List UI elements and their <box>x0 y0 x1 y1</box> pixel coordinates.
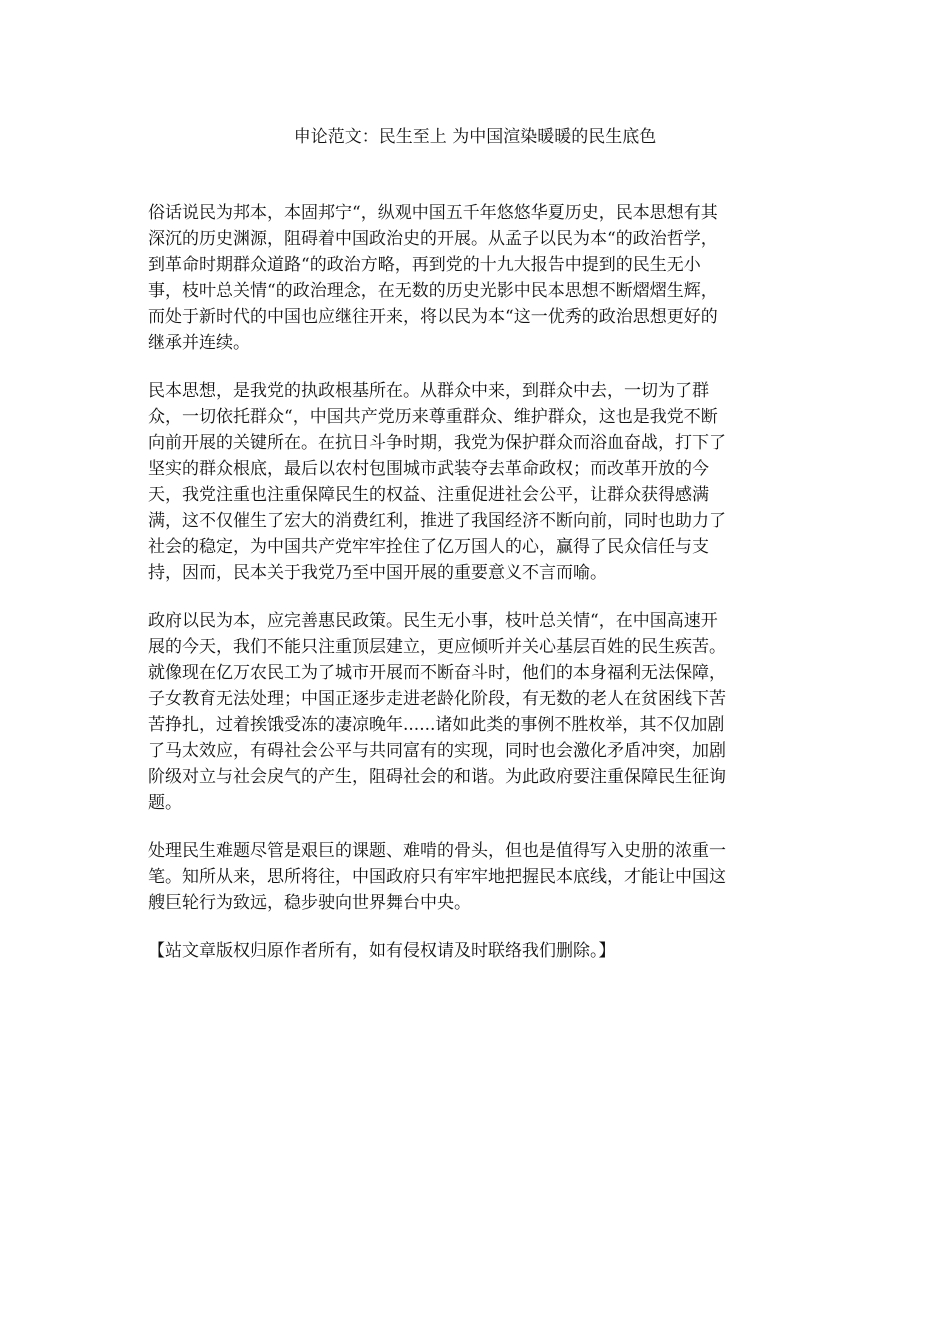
document-body <box>148 200 802 964</box>
paragraph-line: 处理民生难题尽管是艰巨的课题、难啃的骨头，但也是值得写入史册的浓重一 <box>148 841 726 861</box>
paragraph-line: 题。 <box>148 793 182 813</box>
paragraph-2 <box>148 378 802 586</box>
paragraph-line: 民本思想，是我党的执政根基所在。从群众中来，到群众中去，一切为了群 <box>148 381 709 401</box>
paragraph-3 <box>148 608 802 816</box>
paragraph-line: 天，我党注重也注重保障民生的权益、注重促进社会公平，让群众获得感满 <box>148 485 709 505</box>
paragraph-line: 了马太效应，有碍社会公平与共同富有的实现，同时也会激化矛盾冲突，加剧 <box>148 741 726 761</box>
paragraph-line: 阶级对立与社会戾气的产生，阻碍社会的和谐。为此政府要注重保障民生征询 <box>148 767 726 787</box>
paragraph-line: 政府以民为本，应完善惠民政策。民生无小事，枝叶总关情“，在中国高速开 <box>148 611 718 631</box>
paragraph-line: 苦挣扎，过着挨饿受冻的凄凉晚年......诸如此类的事例不胜枚举，其不仅加剧 <box>148 715 725 735</box>
paragraph-line: 众，一切依托群众“，中国共产党历来尊重群众、维护群众，这也是我党不断 <box>148 407 718 427</box>
paragraph-line: 事，枝叶总关情“的政治理念，在无数的历史光影中民本思想不断熠熠生辉， <box>148 281 718 301</box>
paragraph-line: 社会的稳定，为中国共产党牢牢拴住了亿万国人的心，赢得了民众信任与支 <box>148 537 709 557</box>
paragraph-line: 子女教育无法处理；中国正逐步走进老龄化阶段，有无数的老人在贫困线下苦 <box>148 689 726 709</box>
document-title: 申论范文：民生至上 为中国渲染暖暖的民生底色 <box>293 127 657 147</box>
paragraph-4 <box>148 838 802 916</box>
copyright-notice: 【站文章版权归原作者所有，如有侵权请及时联络我们删除。】 <box>148 941 616 961</box>
paragraph-line: 向前开展的关键所在。在抗日斗争时期，我党为保护群众而浴血奋战，打下了 <box>148 433 726 453</box>
paragraph-line: 持，因而，民本关于我党乃至中国开展的重要意义不言而喻。 <box>148 563 607 583</box>
paragraph-1 <box>148 200 802 356</box>
paragraph-line: 而处于新时代的中国也应继往开来，将以民为本“这一优秀的政治思想更好的 <box>148 307 718 327</box>
paragraph-line: 展的今天，我们不能只注重顶层建立，更应倾听并关心基层百姓的民生疾苦。 <box>148 637 726 657</box>
paragraph-line: 艘巨轮行为致远，稳步驶向世界舞台中央。 <box>148 893 471 913</box>
paragraph-line: 坚实的群众根底，最后以农村包围城市武装夺去革命政权；而改革开放的今 <box>148 459 709 479</box>
paragraph-line: 满，这不仅催生了宏大的消费红利，推进了我国经济不断向前，同时也助力了 <box>148 511 726 531</box>
paragraph-line: 就像现在亿万农民工为了城市开展而不断奋斗时，他们的本身福利无法保障， <box>148 663 726 683</box>
paragraph-line: 深沉的历史渊源，阻碍着中国政治史的开展。从孟子以民为本“的政治哲学， <box>148 229 718 249</box>
paragraph-line: 笔。知所从来，思所将往，中国政府只有牢牢地把握民本底线，才能让中国这 <box>148 867 726 887</box>
paragraph-line: 俗话说民为邦本，本固邦宁“，纵观中国五千年悠悠华夏历史，民本思想有其 <box>148 203 718 223</box>
paragraph-line: 继承并连续。 <box>148 333 250 353</box>
paragraph-line: 到革命时期群众道路“的政治方略，再到党的十九大报告中提到的民生无小 <box>148 255 701 275</box>
